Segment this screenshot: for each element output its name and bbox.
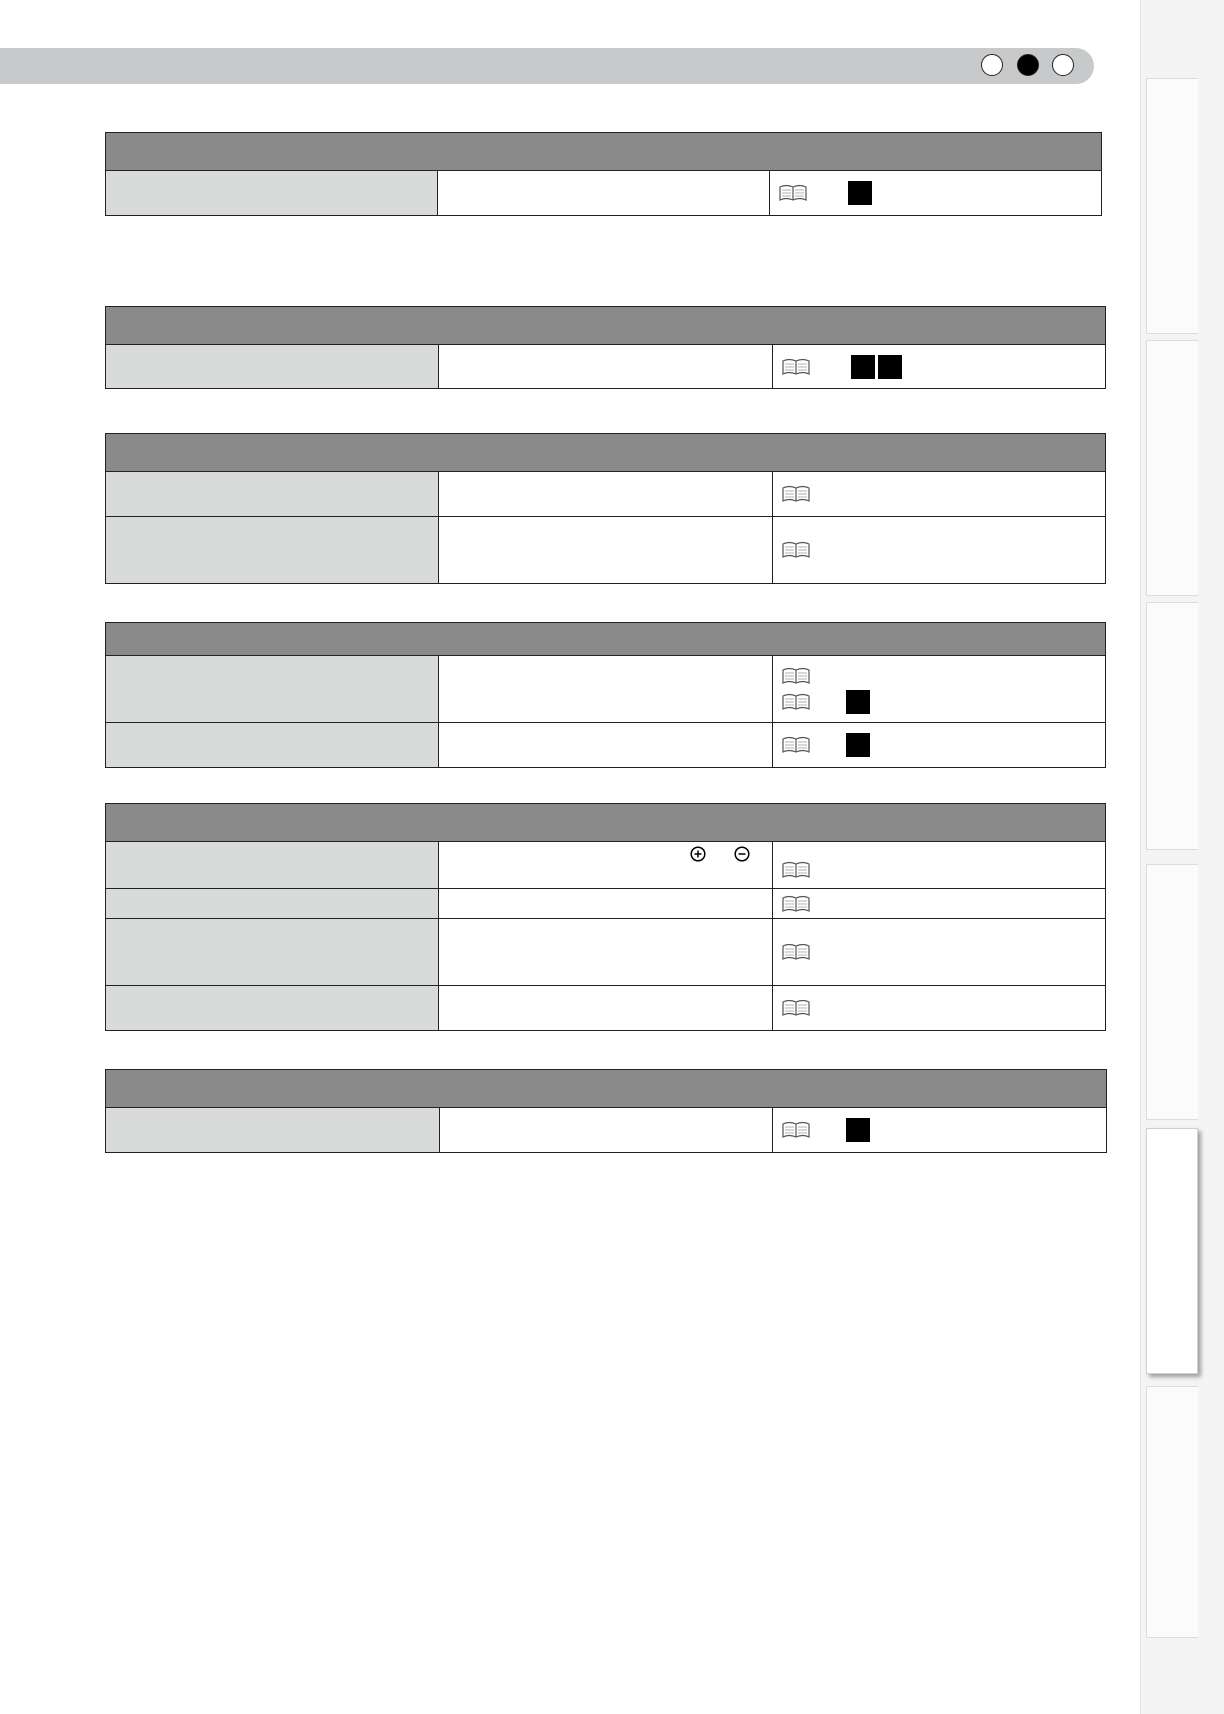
setting-label-cell xyxy=(106,1108,440,1153)
table-row xyxy=(106,986,1106,1031)
setting-description-cell xyxy=(439,842,772,889)
book-icon xyxy=(781,1120,811,1140)
page-reference-cell xyxy=(773,1108,1107,1153)
plus-circle-icon xyxy=(690,846,706,862)
settings-section-6 xyxy=(105,1069,1107,1153)
book-icon xyxy=(778,183,808,203)
table-row xyxy=(106,919,1106,986)
table-row xyxy=(106,517,1106,584)
setting-label-cell xyxy=(106,889,439,919)
setting-description-cell xyxy=(439,472,772,517)
settings-section-3 xyxy=(105,433,1106,584)
index-tab-6[interactable] xyxy=(1146,1386,1198,1638)
section-header xyxy=(106,307,1106,345)
section-header xyxy=(106,623,1106,656)
setting-description-cell xyxy=(438,171,770,216)
reference-marker-icon xyxy=(846,690,870,714)
book-icon xyxy=(781,860,811,880)
reference-marker-icon xyxy=(846,733,870,757)
table-row xyxy=(106,345,1106,389)
section-header xyxy=(106,133,1102,171)
setting-label-cell xyxy=(106,345,439,389)
setting-description-cell xyxy=(439,345,772,389)
index-tab-5-active[interactable] xyxy=(1146,1128,1198,1374)
page-reference-cell xyxy=(772,986,1105,1031)
settings-section-2 xyxy=(105,306,1106,389)
setting-description-cell xyxy=(439,517,772,584)
page-reference-cell xyxy=(770,171,1102,216)
table-row xyxy=(106,472,1106,517)
page-dot-empty-icon xyxy=(1052,54,1074,76)
book-icon xyxy=(781,942,811,962)
setting-label-cell xyxy=(106,472,439,517)
page-reference-cell xyxy=(772,889,1105,919)
minus-circle-icon xyxy=(734,846,750,862)
page-reference-cell xyxy=(772,723,1105,768)
section-header xyxy=(106,434,1106,472)
index-tab-4[interactable] xyxy=(1146,864,1198,1120)
book-icon xyxy=(781,484,811,504)
book-icon xyxy=(781,735,811,755)
page-reference-cell xyxy=(772,517,1105,584)
setting-label-cell xyxy=(106,171,438,216)
setting-label-cell xyxy=(106,723,439,768)
reference-marker-icon xyxy=(846,1118,870,1142)
table-row xyxy=(106,842,1106,889)
table-row xyxy=(106,1108,1107,1153)
section-header xyxy=(106,1070,1107,1108)
index-tab-1[interactable] xyxy=(1146,78,1198,334)
index-tab-3[interactable] xyxy=(1146,602,1198,850)
setting-label-cell xyxy=(106,919,439,986)
setting-description-cell xyxy=(439,986,772,1031)
book-icon xyxy=(781,666,811,686)
book-icon xyxy=(781,357,811,377)
setting-description-cell xyxy=(439,919,772,986)
page-dot-empty-icon xyxy=(981,54,1003,76)
reference-marker-icon xyxy=(878,355,902,379)
page-reference-cell xyxy=(772,345,1105,389)
page-reference-cell xyxy=(772,472,1105,517)
setting-description-cell xyxy=(439,889,772,919)
table-row xyxy=(106,889,1106,919)
settings-section-4 xyxy=(105,622,1106,768)
setting-label-cell xyxy=(106,517,439,584)
book-icon xyxy=(781,894,811,914)
setting-description-cell xyxy=(439,1108,773,1153)
setting-description-cell xyxy=(439,656,772,723)
page-reference-cell xyxy=(772,656,1105,723)
table-row xyxy=(106,656,1106,723)
book-icon xyxy=(781,540,811,560)
setting-label-cell xyxy=(106,656,439,723)
page-dot-filled-icon xyxy=(1017,54,1039,76)
book-icon xyxy=(781,692,811,712)
setting-label-cell xyxy=(106,842,439,889)
page-reference-cell xyxy=(772,842,1105,889)
header-bar xyxy=(0,48,1094,84)
setting-description-cell xyxy=(439,723,772,768)
book-icon xyxy=(781,998,811,1018)
settings-section-1 xyxy=(105,132,1102,216)
reference-marker-icon xyxy=(848,181,872,205)
setting-label-cell xyxy=(106,986,439,1031)
section-header xyxy=(106,804,1106,842)
table-row xyxy=(106,171,1102,216)
table-row xyxy=(106,723,1106,768)
page-reference-cell xyxy=(772,919,1105,986)
index-tab-2[interactable] xyxy=(1146,340,1198,596)
reference-marker-icon xyxy=(851,355,875,379)
settings-section-5 xyxy=(105,803,1106,1031)
